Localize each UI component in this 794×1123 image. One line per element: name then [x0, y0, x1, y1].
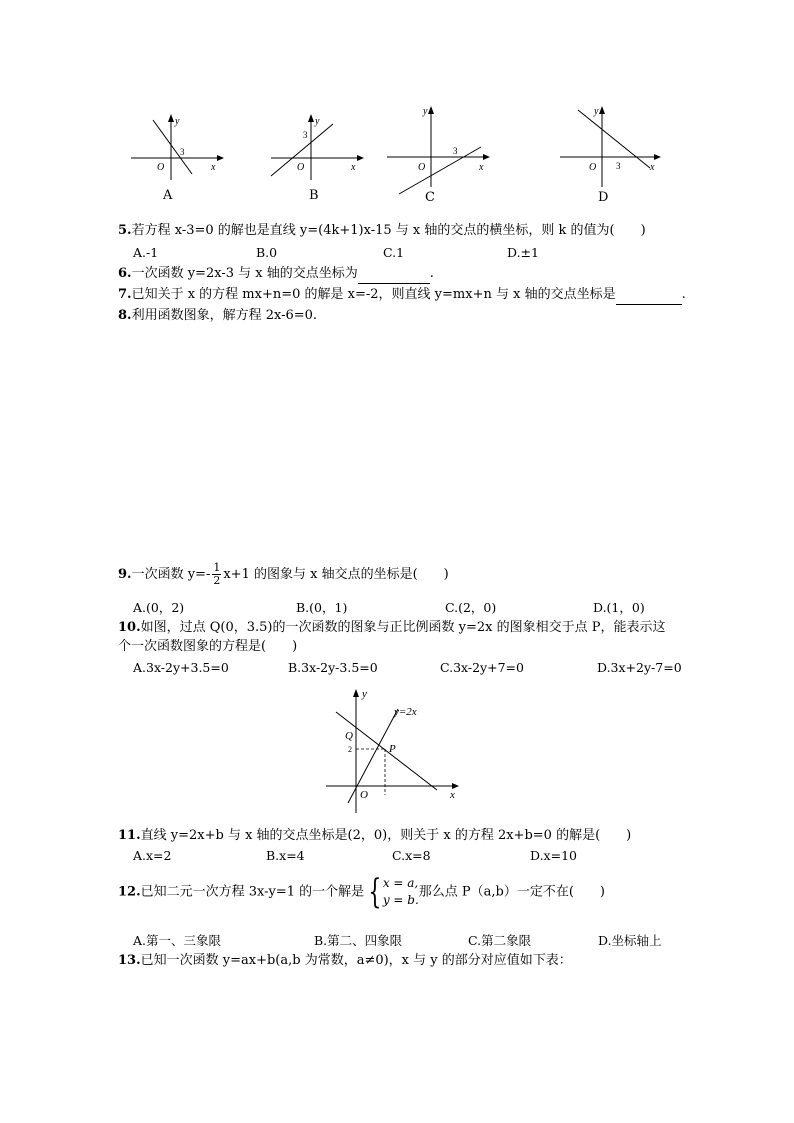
question-number: 12.	[118, 884, 141, 900]
question-text: 已知一次函数 y=ax+b(a,b 为常数，a≠0)，x 与 y 的部分对应值如下表：	[140, 953, 572, 968]
question-11	[118, 827, 631, 845]
q10-option-d[interactable]: D.3x+2y-7=0	[597, 660, 682, 675]
question-text: 已知关于 x 的方程 mx+n=0 的解是 x=-2，则直线 y=mx+n 与 x 轴的交点坐标是	[131, 287, 616, 302]
question-text-end: 那么点 P（a,b）一定不在( )	[418, 884, 606, 900]
graph-a-label: A	[163, 188, 173, 203]
question-text-end: .	[429, 266, 434, 281]
question-13	[118, 952, 572, 970]
question-number: 9.	[118, 567, 132, 582]
graph-d-label: D	[598, 190, 609, 205]
q9-option-d[interactable]: D.(1，0)	[593, 600, 645, 615]
graph-d	[558, 102, 668, 212]
tick-label: 2	[348, 745, 352, 754]
tick-label: 3	[180, 147, 185, 157]
y-axis-label: y	[423, 106, 428, 117]
q5-option-c[interactable]: C.1	[383, 245, 405, 260]
tick-label: 3	[303, 130, 308, 140]
question-text-end: .	[681, 287, 686, 302]
question-number: 11.	[118, 828, 141, 843]
q10-option-c[interactable]: C.3x-2y+7=0	[440, 660, 524, 675]
graph-c	[385, 102, 495, 212]
question-7	[118, 286, 686, 305]
q9-option-b[interactable]: B.(0，1)	[296, 600, 348, 615]
graph-a	[125, 108, 225, 208]
q12-option-c[interactable]: C.第二象限	[468, 933, 532, 948]
question-5	[118, 222, 646, 240]
question-10	[118, 619, 666, 637]
equation-system	[383, 875, 419, 909]
question-text: 一次函数 y=-	[131, 567, 211, 582]
x-axis-label: x	[351, 162, 356, 173]
origin-label: O	[360, 789, 368, 801]
question-text: 一次函数 y=2x-3 与 x 轴的交点坐标为	[131, 266, 358, 281]
y-axis-label: y	[315, 116, 320, 127]
graph-b	[265, 108, 365, 208]
y-axis-label: y	[594, 106, 599, 117]
y-axis-label: y	[362, 688, 367, 700]
q10-option-b[interactable]: B.3x-2y-3.5=0	[288, 660, 378, 675]
q11-option-a[interactable]: A.x=2	[133, 848, 172, 863]
tick-label: 3	[453, 146, 458, 156]
question-number: 8.	[118, 308, 132, 323]
question-number: 5.	[118, 223, 132, 238]
origin-label: O	[589, 162, 597, 173]
x-axis-label: x	[650, 162, 655, 173]
question-text: 利用函数图象，解方程 2x-6=0.	[131, 308, 318, 323]
question-number: 6.	[118, 266, 132, 281]
fraction	[212, 562, 221, 587]
point-q-label: Q	[345, 730, 353, 742]
answer-blank[interactable]	[616, 286, 682, 305]
q12-option-a[interactable]: A.第一、三象限	[133, 933, 222, 948]
question-number: 10.	[118, 620, 141, 635]
x-axis-label: x	[211, 162, 216, 173]
system-line-2: y = b.	[382, 893, 419, 907]
question-9	[118, 562, 449, 587]
q10-option-a[interactable]: A.3x-2y+3.5=0	[133, 660, 229, 675]
question-12	[118, 872, 606, 912]
answer-blank[interactable]	[358, 265, 430, 284]
q9-option-a[interactable]: A.(0，2)	[133, 600, 185, 615]
q5-option-d[interactable]: D.±1	[507, 245, 539, 260]
q11-option-c[interactable]: C.x=8	[392, 848, 431, 863]
fraction-denominator: 2	[213, 574, 221, 587]
brace-symbol: {	[368, 872, 382, 912]
origin-label: O	[157, 162, 165, 173]
tick-label: 3	[616, 161, 621, 171]
question-text: 直线 y=2x+b 与 x 轴的交点坐标是(2，0)，则关于 x 的方程 2x+b=0 的解是( )	[140, 828, 632, 843]
question-text-line1: 如图，过点 Q(0，3.5)的一次函数的图象与正比例函数 y=2x 的图象相交于点 P，能表示这	[140, 620, 666, 635]
system-line-1: x = a,	[382, 876, 419, 890]
q5-option-b[interactable]: B.0	[256, 245, 278, 260]
q5-option-a[interactable]: A.-1	[133, 245, 159, 260]
question-text: 已知二元一次方程 3x-y=1 的一个解是	[140, 884, 365, 900]
point-p-label: P	[389, 743, 396, 755]
fraction-numerator: 1	[213, 561, 221, 574]
question-text: 若方程 x-3=0 的解也是直线 y=(4k+1)x-15 与 x 轴的交点的横坐标，则 k 的值为( )	[131, 223, 646, 238]
x-axis-label: x	[450, 789, 455, 801]
question-6	[118, 265, 434, 284]
q12-option-b[interactable]: B.第二、四象限	[314, 933, 403, 948]
graph-c-label: C	[425, 190, 435, 205]
question-number: 13.	[118, 953, 141, 968]
q11-option-b[interactable]: B.x=4	[266, 848, 305, 863]
origin-label: O	[418, 162, 426, 173]
origin-label: O	[297, 162, 305, 173]
line-label: y=2x	[394, 706, 417, 718]
question-10-line2: 个一次函数图象的方程是( )	[118, 639, 298, 654]
x-axis-label: x	[479, 162, 484, 173]
graph-b-label: B	[309, 188, 319, 203]
y-axis-label: y	[175, 116, 180, 127]
q10-figure	[322, 685, 462, 820]
q9-option-c[interactable]: C.(2，0)	[445, 600, 497, 615]
question-text-end: x+1 的图象与 x 轴交点的坐标是( )	[223, 567, 449, 582]
question-number: 7.	[118, 287, 132, 302]
question-8	[118, 307, 317, 325]
q11-option-d[interactable]: D.x=10	[530, 848, 577, 863]
q12-option-d[interactable]: D.坐标轴上	[598, 933, 662, 948]
